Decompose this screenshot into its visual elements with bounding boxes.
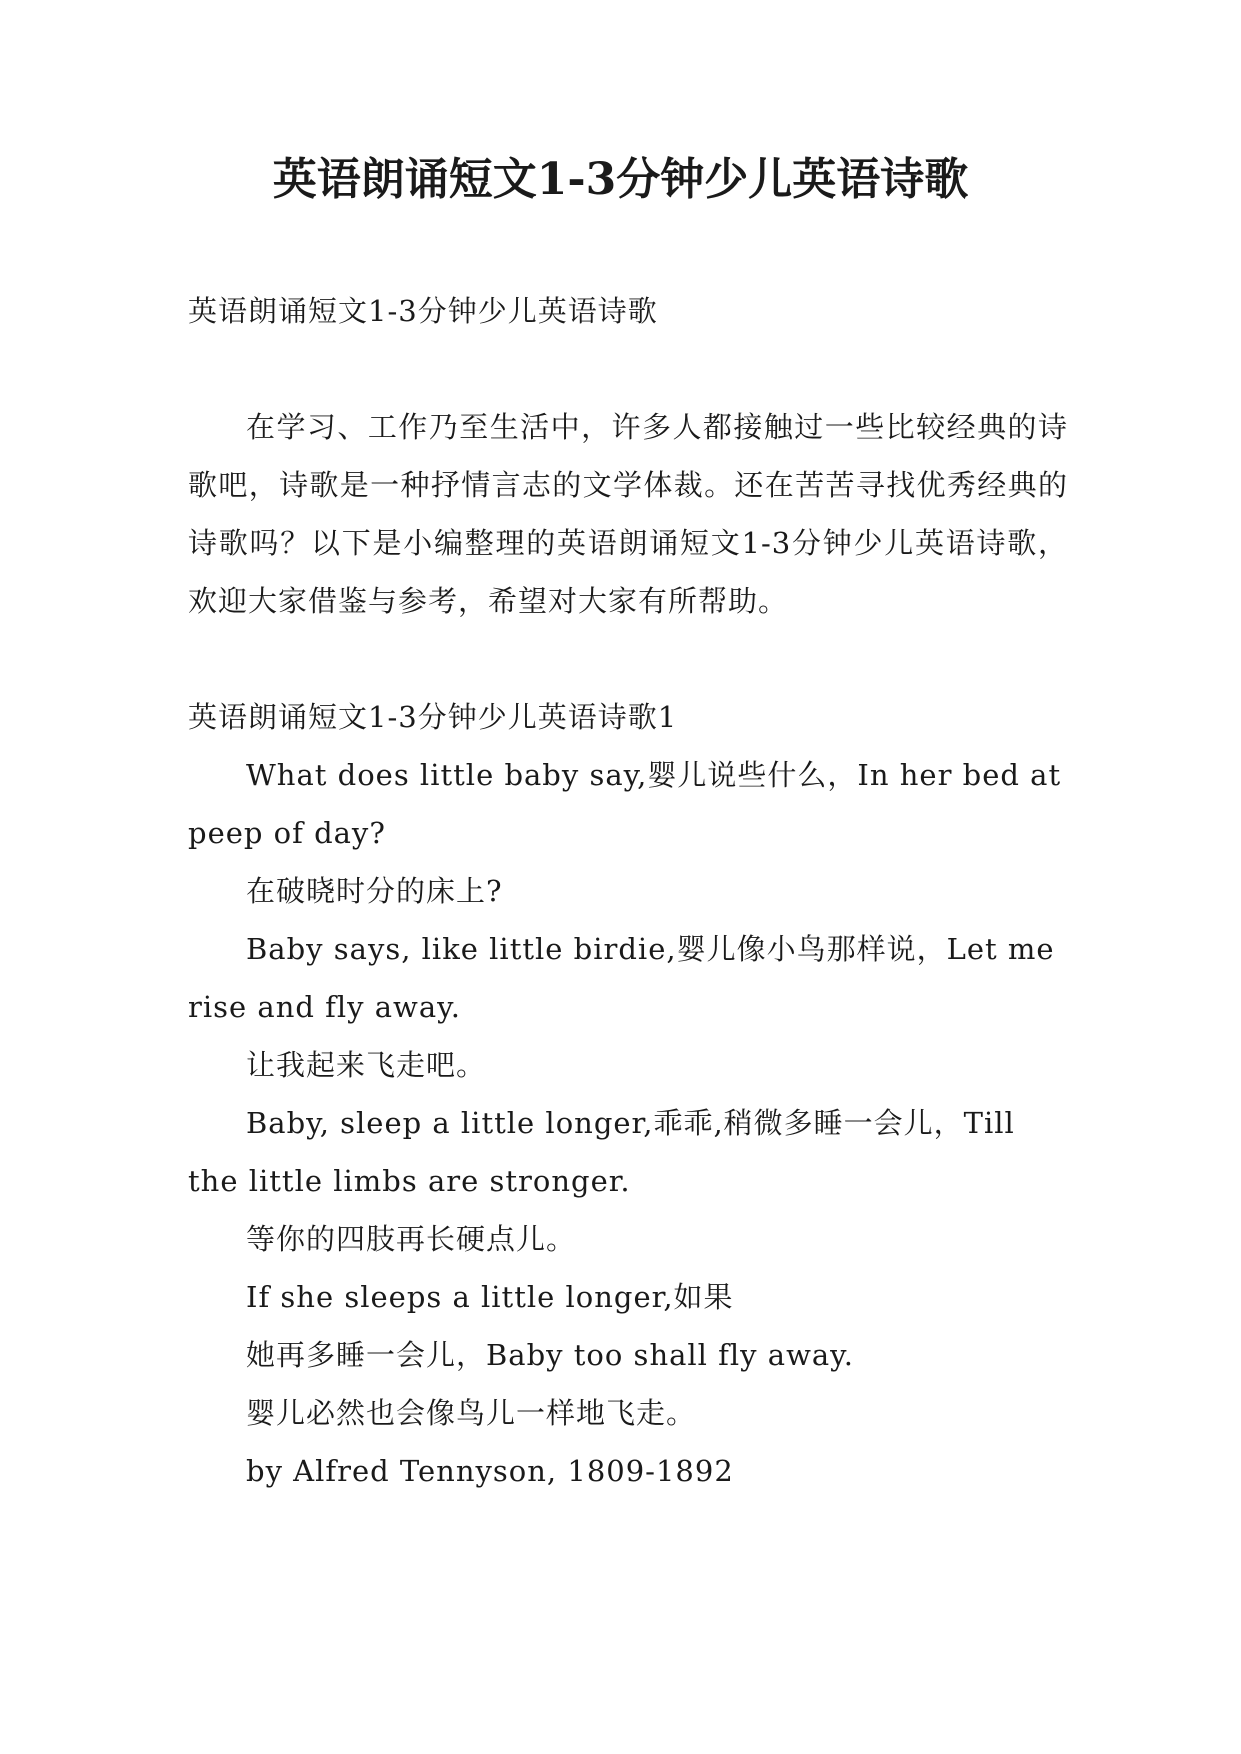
poem-line: 在破晓时分的床上? <box>246 874 503 908</box>
poem-line: 婴儿必然也会像鸟儿一样地飞走。 <box>246 1396 697 1430</box>
poem-line: Baby, sleep a little longer,乖乖,稍微多睡一会儿，Till the little limbs are stronger. <box>188 1106 1015 1198</box>
poem-line: 让我起来飞走吧。 <box>246 1048 487 1082</box>
poem-line: 等你的四肢再长硬点儿。 <box>246 1222 577 1256</box>
poem-attribution: by Alfred Tennyson, 1809-1892 <box>246 1454 734 1488</box>
poem-line: If she sleeps a little longer,如果 <box>246 1280 734 1314</box>
poem-line: What does little baby say,婴儿说些什么，In her bed at peep of day? <box>188 758 1062 850</box>
document-title: 英语朗诵短文1-3分钟少儿英语诗歌 <box>272 154 969 205</box>
section-heading: 英语朗诵短文1-3分钟少儿英语诗歌1 <box>188 700 678 734</box>
poem-line: 她再多睡一会儿，Baby too shall fly away. <box>246 1338 854 1372</box>
document-subtitle: 英语朗诵短文1-3分钟少儿英语诗歌 <box>188 294 658 328</box>
poem-line: Baby says, like little birdie,婴儿像小鸟那样说，Let me rise and fly away. <box>188 932 1055 1024</box>
document-body <box>188 282 1068 1500</box>
intro-paragraph: 在学习、工作乃至生活中，许多人都接触过一些比较经典的诗歌吧，诗歌是一种抒情言志的文学体裁。还在苦苦寻找优秀经典的诗歌吗？以下是小编整理的英语朗诵短文1-3分钟少儿英语诗歌，欢迎大家借鉴与参考，希望对大家有所帮助。 <box>188 410 1068 618</box>
